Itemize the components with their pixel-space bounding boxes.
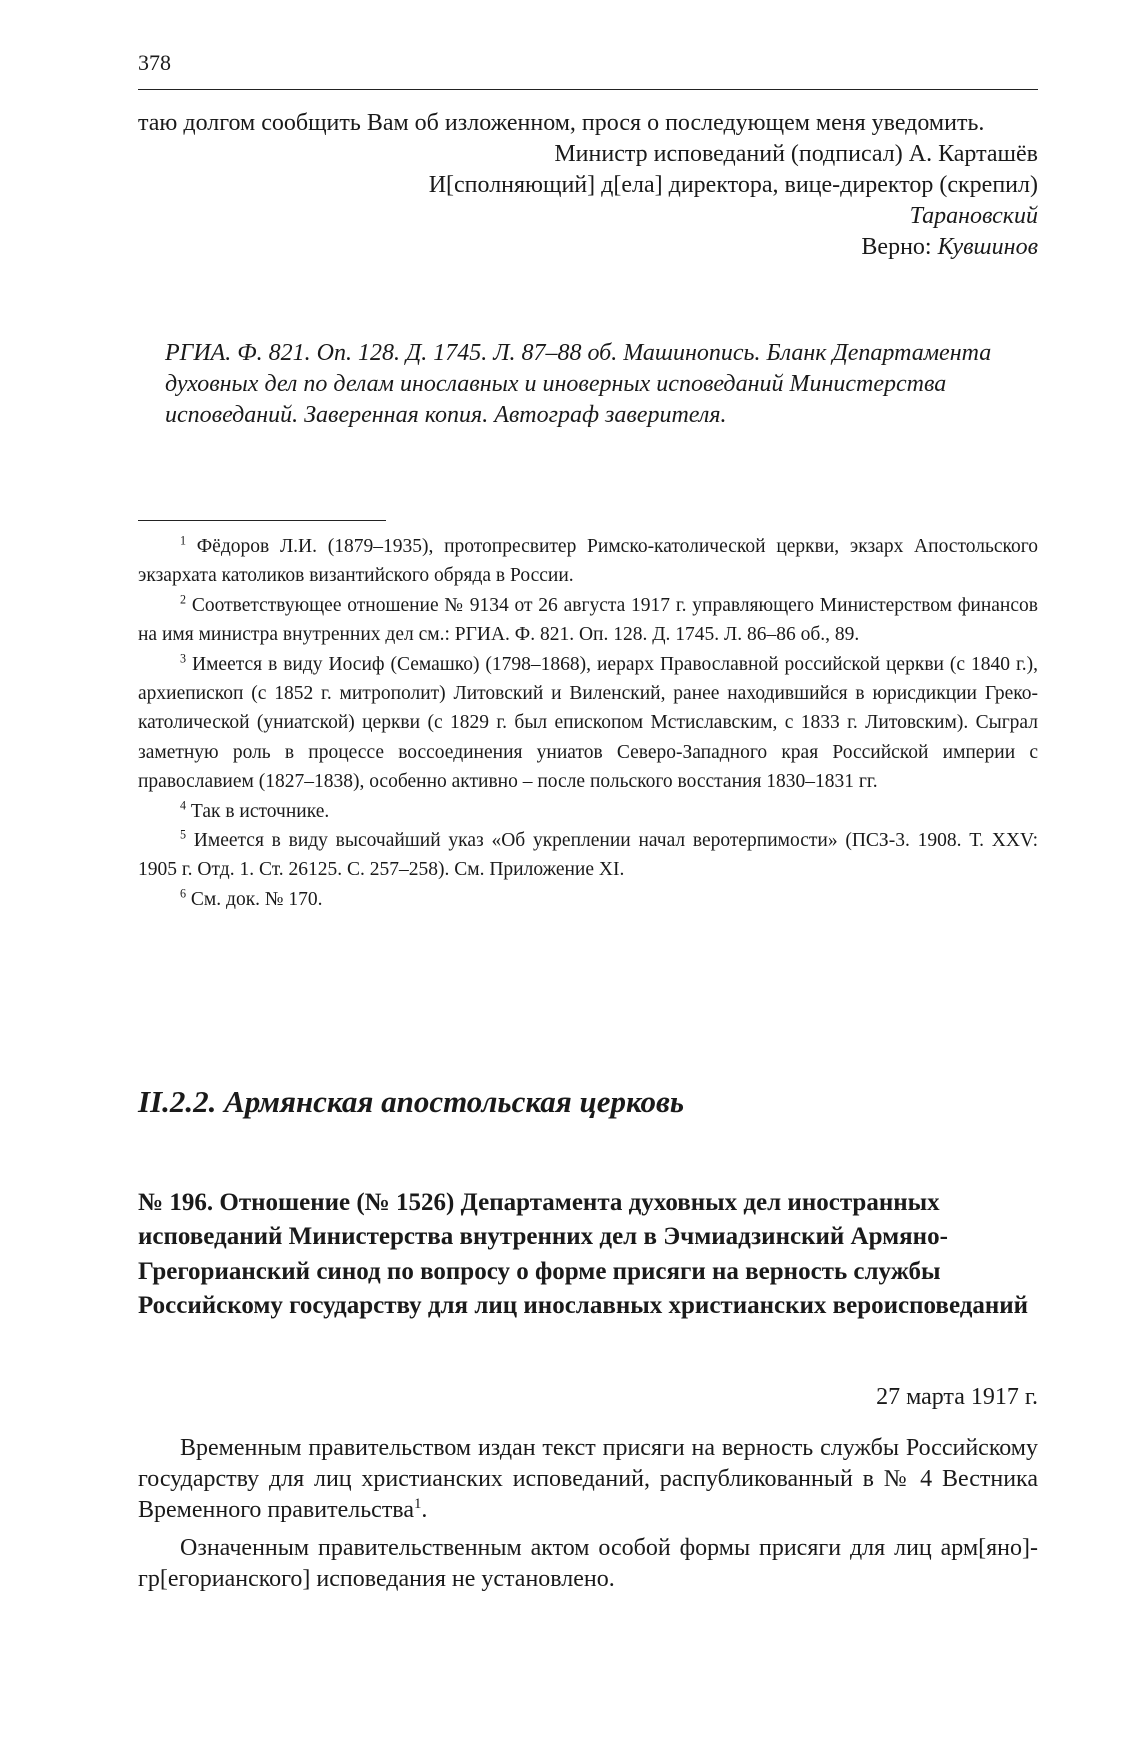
footnote <box>138 885 1038 914</box>
footnote-text: Имеется в виду Иосиф (Семашко) (1798–1868), иерарх Православной российской церкви (с 1840 г.), архиепископ (с 1852 г. митрополит) Литовский и Виленский, ранее находившийся в юрисдикции Греко-католической (униатской) церкви (с 1829 г. был епископом Мстиславским, с 1833 г. Литовским). Сыграл заметную роль в процессе воссоединения униатов Северо-Западного края Российской империи с православием (1827–1838), особенно активно – после польского восстания 1830–1831 гг. <box>138 653 1039 793</box>
footnote-text: См. док. № 170. <box>190 888 323 910</box>
footnote-rule <box>138 520 386 521</box>
signature-taranovsky: Тарановский <box>909 203 1038 229</box>
footnote <box>138 650 1038 797</box>
footnote-number: 2 <box>180 592 187 607</box>
body-paragraph <box>138 1433 1038 1526</box>
signature-minister: Министр исповеданий (подписал) А. Карташёв <box>554 141 1038 167</box>
intro-continuation: таю долгом сообщить Вам об изложенном, прося о последующем меня уведомить. <box>138 110 985 136</box>
archive-note: РГИА. Ф. 821. Оп. 128. Д. 1745. Л. 87–88 об. Машинопись. Бланк Департамента духовных дел по делам инославных и иноверных исповеданий Министерства исповеданий. Заверенная копия. Автограф заверителя. <box>165 340 992 428</box>
footnote-text: Так в источнике. <box>190 800 330 822</box>
intro-block <box>138 108 1038 263</box>
footnote-text: Соответствующее отношение № 9134 от 26 августа 1917 г. управляющего Министерством финансов на имя министра внутренних дел см.: РГИА. Ф. 821. Оп. 128. Д. 1745. Л. 86–86 об., 89. <box>138 594 1038 646</box>
document-date: 27 марта 1917 г. <box>876 1384 1038 1410</box>
footnote <box>138 532 1038 591</box>
body-paragraph-text: Временным правительством издан текст присяги на верность службы Российскому государству для лиц христианских исповеданий, распубликованный в № 4 Вестника Временного правительства <box>138 1435 1038 1523</box>
footnote-number: 6 <box>180 886 187 901</box>
header-rule <box>138 89 1038 90</box>
page-number: 378 <box>138 50 171 75</box>
footnote-number: 1 <box>180 533 187 548</box>
footnote-number: 5 <box>180 827 187 842</box>
document-body <box>138 1433 1038 1602</box>
footnote-text: Имеется в виду высочайший указ «Об укреплении начал веротерпимости» (ПСЗ-3. 1908. Т. XXV: 1905 г. Отд. 1. Ст. 26125. С. 257–258). См. Приложение XI. <box>138 830 1038 881</box>
section-heading: II.2.2. Армянская апостольская церковь <box>138 1084 685 1119</box>
footnote-text: Фёдоров Л.И. (1879–1935), протопресвитер Римско-католической церкви, экзарх Апостольского экзархата католиков византийского обряда в России. <box>138 536 1038 587</box>
footnote <box>138 591 1038 650</box>
verified-name: Кувшинов <box>937 234 1038 260</box>
verified-line <box>138 232 1038 263</box>
footnote <box>138 797 1038 826</box>
signature-director: И[сполняющий] д[ела] директора, вице-директор (скрепил) <box>428 172 1038 198</box>
footnote-number: 3 <box>180 651 187 666</box>
document-heading: № 196. Отношение (№ 1526) Департамента духовных дел иностранных исповеданий Министерства внутренних дел в Эчмиадзинский Армяно-Грегорианский синод по вопросу о форме присяги на верность службы Российскому государству для лиц инославных христианских вероисповеданий <box>138 1189 1029 1319</box>
footnote-number: 4 <box>180 798 187 813</box>
footnote <box>138 826 1038 885</box>
verified-prefix: Верно: <box>861 234 932 260</box>
body-paragraph: Означенным правительственным актом особой формы присяги для лиц арм[яно]-гр[егорианского] исповедания не установлено. <box>138 1535 1038 1592</box>
footnotes <box>138 532 1038 914</box>
body-paragraph-end: . <box>421 1497 428 1523</box>
footnote-ref: 1 <box>413 1496 422 1512</box>
